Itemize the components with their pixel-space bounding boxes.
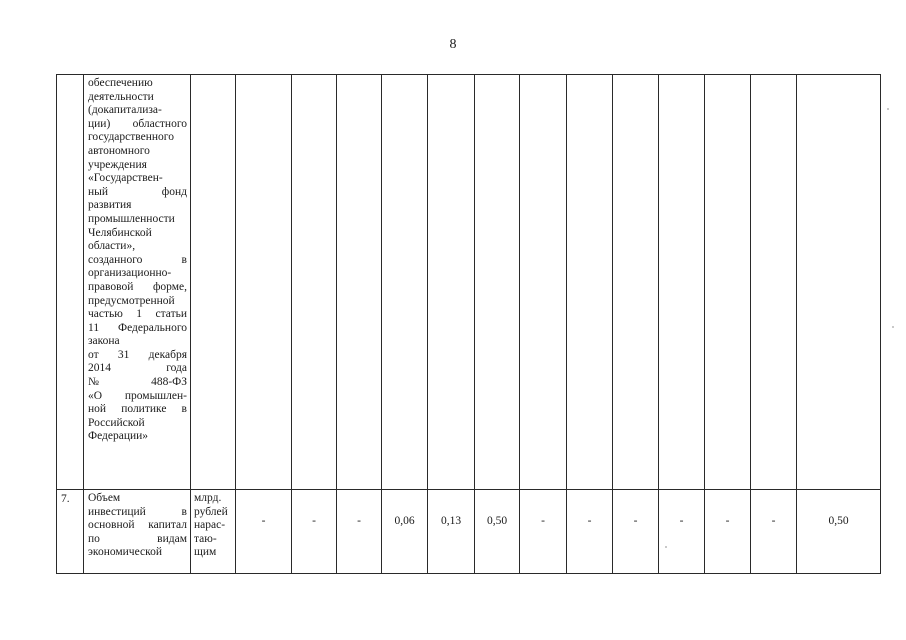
value-cell: - bbox=[705, 490, 751, 574]
table-row-7 bbox=[57, 490, 881, 574]
table-row-continued bbox=[57, 75, 881, 490]
row-number-cell bbox=[57, 75, 84, 490]
page-number: 8 bbox=[449, 37, 457, 52]
value-cell: - bbox=[659, 490, 705, 574]
value-cell bbox=[751, 75, 797, 490]
value-cell bbox=[705, 75, 751, 490]
value-cell: - bbox=[567, 490, 613, 574]
value-cell: - bbox=[236, 490, 292, 574]
value-cell bbox=[236, 75, 292, 490]
value-cell bbox=[613, 75, 659, 490]
indicator-name: обеспечению деятельности (докапитализа- ции) областного государственного автономного учреждения «Государствен- ный фонд развития промышленности Челябинской области», созданного в организационно- правовой форме, предусмотренной частью 1 статьи 11 Федерального закона от 31 декабря 2014 года № 488-ФЗ «О промышлен- ной политике в Российской Федерации» bbox=[88, 77, 187, 443]
scan-speck bbox=[887, 108, 889, 110]
value-cell bbox=[292, 75, 337, 490]
indicator-name-cell bbox=[84, 490, 191, 574]
value-cell: 0,50 bbox=[475, 490, 520, 574]
indicator-name: Объем инвестиций в основной капитал по видам экономической bbox=[88, 492, 187, 559]
unit-cell bbox=[191, 75, 236, 490]
value-cell bbox=[428, 75, 475, 490]
value-cell bbox=[797, 75, 881, 490]
value-cell: - bbox=[520, 490, 567, 574]
indicator-name-cell bbox=[84, 75, 191, 490]
value-cell bbox=[520, 75, 567, 490]
value-cell: - bbox=[751, 490, 797, 574]
scan-speck bbox=[892, 326, 894, 328]
row-number: 7. bbox=[57, 490, 84, 574]
value-cell bbox=[337, 75, 382, 490]
unit-of-measure: млрд. рублей нарас- таю- щим bbox=[191, 490, 236, 574]
value-cell bbox=[567, 75, 613, 490]
value-cell: - bbox=[337, 490, 382, 574]
value-cell: - bbox=[613, 490, 659, 574]
scan-speck bbox=[665, 546, 667, 548]
value-cell: 0,50 bbox=[797, 490, 881, 574]
value-cell: - bbox=[292, 490, 337, 574]
value-cell: 0,13 bbox=[428, 490, 475, 574]
value-cell bbox=[475, 75, 520, 490]
value-cell bbox=[382, 75, 428, 490]
value-cell bbox=[659, 75, 705, 490]
value-cell: 0,06 bbox=[382, 490, 428, 574]
indicators-table bbox=[56, 74, 881, 574]
